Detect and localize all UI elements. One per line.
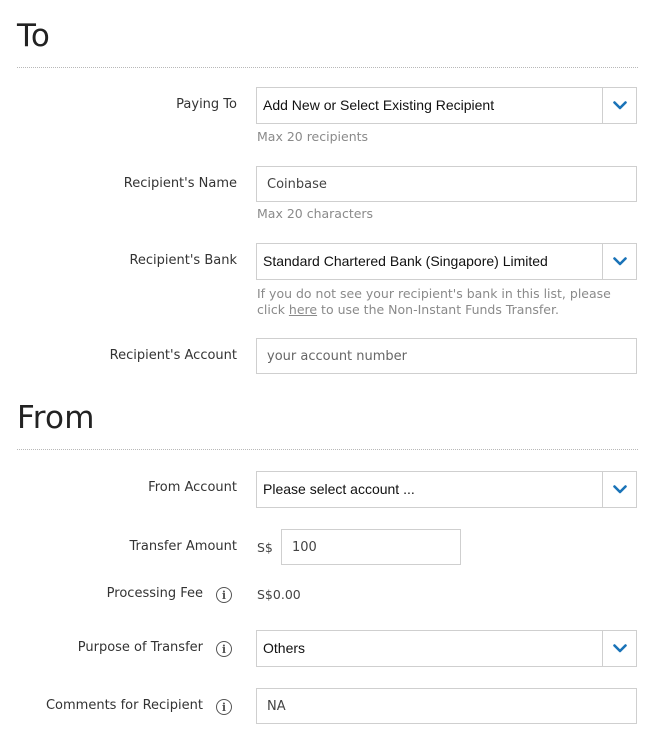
recipient-bank-helper [257, 286, 632, 318]
processing-fee-label: Processing Fee [106, 586, 203, 601]
non-instant-transfer-link[interactable]: here [288, 302, 318, 317]
purpose-label: Purpose of Transfer [77, 640, 203, 655]
recipient-name-input[interactable] [256, 166, 637, 202]
processing-fee-info-icon[interactable] [216, 587, 232, 603]
currency-label: S$ [257, 540, 273, 555]
comments-input[interactable] [256, 688, 637, 724]
from-account-label: From Account [148, 480, 237, 495]
recipient-account-input[interactable] [256, 338, 637, 374]
purpose-dropdown-button[interactable] [602, 631, 636, 666]
recipient-bank-label: Recipient's Bank [129, 253, 237, 268]
paying-to-dropdown-button[interactable] [602, 88, 636, 123]
purpose-select[interactable] [256, 630, 637, 667]
from-account-select[interactable] [256, 471, 637, 508]
paying-to-selected-value: Add New or Select Existing Recipient [263, 97, 495, 113]
processing-fee-value: S$0.00 [257, 587, 301, 602]
recipient-bank-select[interactable] [256, 243, 637, 280]
recipient-bank-helper-text: If you do not see your recipient's bank in this list, please click [257, 286, 611, 317]
to-section-title: To [17, 18, 51, 54]
purpose-selected-value: Others [263, 640, 306, 656]
from-account-selected-value: Please select account ... [263, 481, 415, 497]
from-account-dropdown-button[interactable] [602, 472, 636, 507]
recipient-bank-helper-text-end: to use the Non-Instant Funds Transfer. [317, 302, 559, 317]
recipient-bank-dropdown-button[interactable] [602, 244, 636, 279]
chevron-down-icon [613, 485, 627, 494]
comments-info-icon[interactable] [216, 699, 232, 715]
info-glyph: i [221, 642, 227, 656]
purpose-info-icon[interactable] [216, 641, 232, 657]
recipient-name-label: Recipient's Name [123, 176, 237, 191]
info-glyph: i [221, 700, 227, 714]
chevron-down-icon [613, 101, 627, 110]
transfer-amount-input[interactable] [281, 529, 461, 565]
recipient-name-helper: Max 20 characters [257, 206, 374, 221]
paying-to-select[interactable] [256, 87, 637, 124]
transfer-amount-label: Transfer Amount [129, 539, 237, 554]
from-section-title: From [17, 400, 95, 436]
info-glyph: i [221, 588, 227, 602]
from-section-divider [17, 449, 638, 450]
paying-to-label: Paying To [176, 97, 237, 112]
chevron-down-icon [613, 257, 627, 266]
comments-label: Comments for Recipient [45, 698, 203, 713]
to-section-divider [17, 67, 638, 68]
recipient-bank-selected-value: Standard Chartered Bank (Singapore) Limited [263, 253, 548, 269]
recipient-account-label: Recipient's Account [109, 348, 237, 363]
paying-to-helper: Max 20 recipients [257, 129, 369, 144]
chevron-down-icon [613, 644, 627, 653]
